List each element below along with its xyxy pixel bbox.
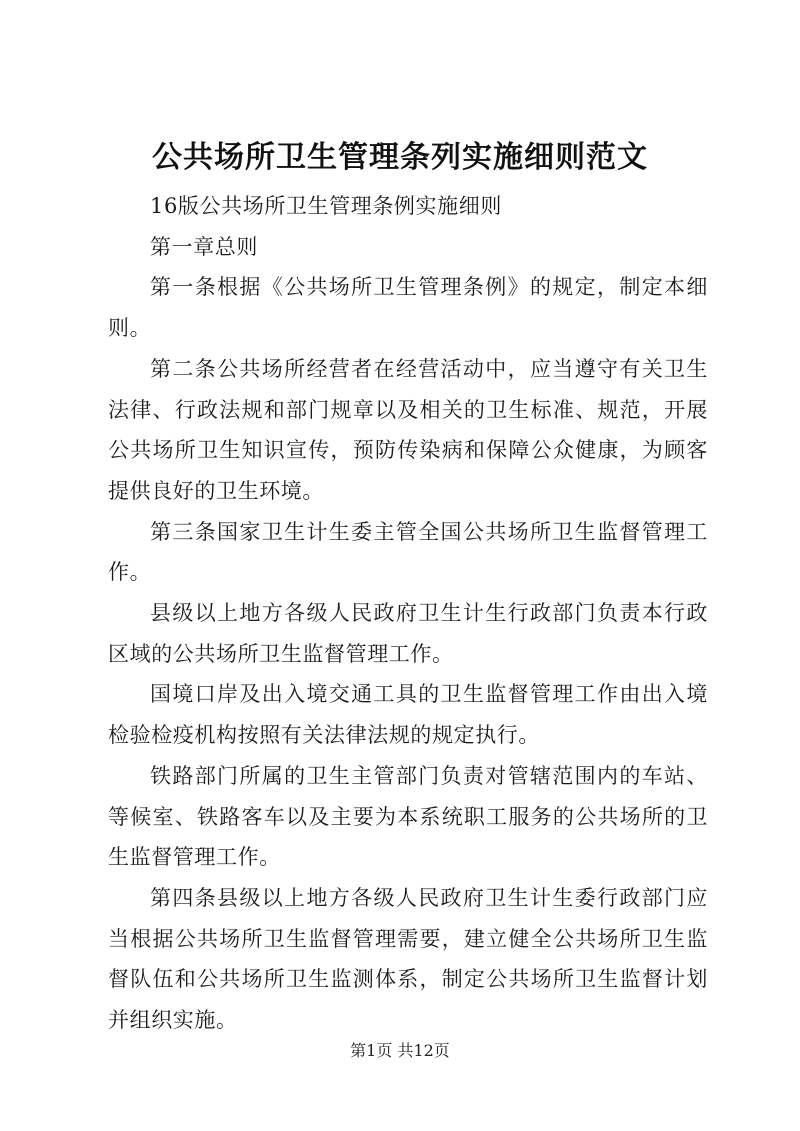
chapter-heading: 第一章总则 <box>150 234 258 259</box>
article-1-paragraph: 第一条根据《公共场所卫生管理条例》的规定，制定本细则。 <box>108 275 708 341</box>
article-3-paragraph: 第三条国家卫生计生委主管全国公共场所卫生监督管理工作。 <box>108 519 708 585</box>
article-4-paragraph: 第四条县级以上地方各级人民政府卫生计生委行政部门应当根据公共场所卫生监督管理需要，建立健全公共场所卫生监督队伍和公共场所卫生监测体系，制定公共场所卫生监督计划并组织实施。 <box>108 885 708 1033</box>
article-3-railway-paragraph: 铁路部门所属的卫生主管部门负责对管辖范围内的车站、等候室、铁路客车以及主要为本系统职工服务的公共场所的卫生监督管理工作。 <box>108 763 708 870</box>
document-body <box>108 186 708 1041</box>
article-3-local-paragraph: 县级以上地方各级人民政府卫生计生行政部门负责本行政区域的公共场所卫生监督管理工作。 <box>108 601 708 666</box>
article-3-border-paragraph: 国境口岸及出入境交通工具的卫生监督管理工作由出入境检验检疫机构按照有关法律法规的规定执行。 <box>108 682 708 748</box>
page-number-footer: 第1页 共12页 <box>350 1041 450 1060</box>
document-title: 公共场所卫生管理条列实施细则范文 <box>152 140 648 175</box>
subtitle-paragraph: 16版公共场所卫生管理条例实施细则 <box>150 194 502 218</box>
article-2-paragraph: 第二条公共场所经营者在经营活动中，应当遵守有关卫生法律、行政法规和部门规章以及相关的卫生标准、规范，开展公共场所卫生知识宣传，预防传染病和保障公众健康，为顾客提供良好的卫生环境。 <box>108 356 708 503</box>
